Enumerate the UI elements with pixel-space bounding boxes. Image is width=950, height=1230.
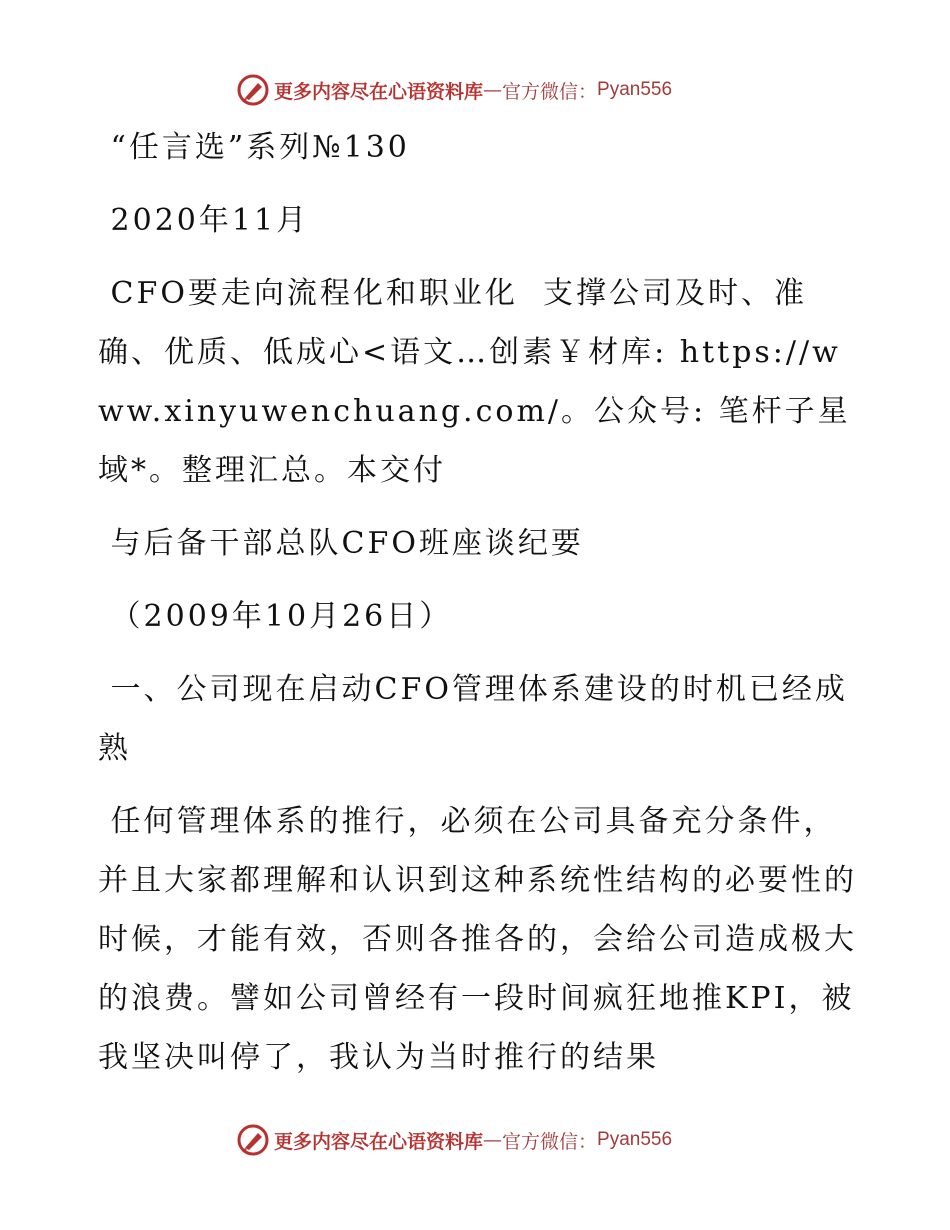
watermark-wechat-id: Pyan556: [597, 79, 673, 100]
watermark-wechat-label: 官方微信：: [502, 80, 598, 103]
watermark-main-text: 更多内容尽在心语资料库: [274, 1130, 484, 1153]
document-date: 2020年11月: [98, 203, 310, 238]
pen-nib-circle-icon: [236, 1123, 270, 1157]
pen-nib-circle-icon: [236, 73, 270, 107]
watermark-wechat-label: 官方微信：: [502, 1130, 598, 1153]
footer-watermark: [236, 1122, 672, 1158]
watermark-dash: —: [483, 79, 503, 101]
watermark-dash: —: [483, 1129, 503, 1151]
series-title: “任言选”系列№130: [98, 130, 410, 165]
watermark-main-text: 更多内容尽在心语资料库: [274, 80, 484, 103]
document-heading: CFO要走向流程化和职业化 支撑公司及时、准确、优质、低成心<语文…创素￥材库: https://www.xinyuwenchuang.com/。公众号: 笔杆子星域*。整理汇总。本交付: [98, 276, 851, 488]
section-1-title: 一、公司现在启动CFO管理体系建设的时机已经成熟: [98, 672, 848, 766]
meeting-date: （2009年10月26日）: [98, 599, 453, 634]
watermark-wechat-id: Pyan556: [597, 1129, 673, 1150]
document-body: [98, 118, 858, 1087]
header-watermark: [236, 72, 672, 108]
section-1-body: 任何管理体系的推行，必须在公司具备充分条件，并且大家都理解和认识到这种系统性结构的必要性的时候，才能有效，否则各推各的，会给公司造成极大的浪费。譬如公司曾经有一段时间疯狂地推KPI，被我坚决叫停了，我认为当时推行的结果: [98, 804, 857, 1075]
document-subtitle: 与后备干部总队CFO班座谈纪要: [98, 526, 584, 561]
